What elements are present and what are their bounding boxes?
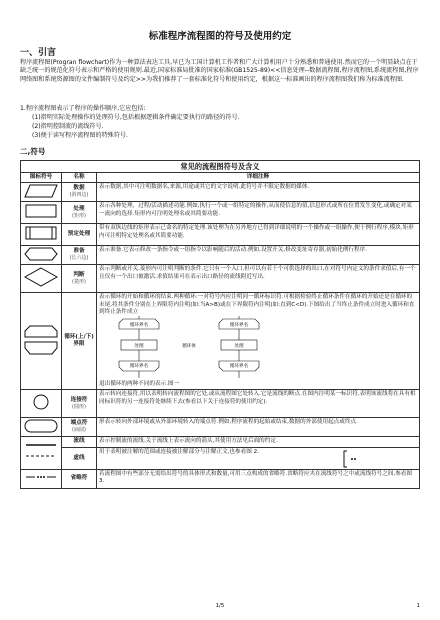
symbol-name: 省略符 bbox=[70, 475, 88, 482]
symbol-description: 表示各种处理，过程/活动描述功能.例如,执行一个或一组特定的操作,从而使信息的值,信息形式或所在位置发生变化,或确定对某一流向的选择.矩形内可注明处理名或其简要功能. bbox=[97, 202, 420, 224]
symbol-description: 若流程图中有些部分无需给出符号的具体形式和数量,可用三点构成的省略符.省略符应夹在流线符号之中或流线符号之间,参看图 3. bbox=[97, 469, 420, 488]
symbol-description: 表示判断或开关.菱形内可注明判断的条件.它只有一个入口,但可以有若干个可供选择的出口,在对符号内定义的条件求值后,有一个且仅有一个出口被激活.求值结果可在表示出口路径的流线附近写出. bbox=[97, 265, 420, 293]
loop-caption: 退出循环的两种不同的表示.图一 bbox=[99, 381, 180, 388]
intro-paragraph: 程序流程图(Progran flowchart)作为一种算法表达工具,早已为工国计算机工作者和广大计算机用户十分熟悉和普通使用.然而它的一个明显缺点在于缺乏统一的规范化符号表示和严格的使用规则.最近,国家标准局批准的国家标准(GB1525-89)<<信息处理--数据流程图,程序流程图,系统流程图,程序网络图和系统资源图的文件编制符号及约定>>为我们推荐了一套标准化符号和使用约定，根据这一标准画出的程序流程图我们称为标准流程图. bbox=[20, 59, 419, 83]
symbol-name-note: (圆形) bbox=[72, 403, 86, 410]
column-header-name: 名称 bbox=[62, 173, 97, 183]
symbol-name-note: (斜四边) bbox=[69, 192, 89, 199]
table-row bbox=[21, 265, 420, 293]
symbol-name: 端点符 bbox=[70, 420, 88, 427]
column-header-desc: 详细注释 bbox=[97, 173, 420, 183]
symbol-name: 准备 bbox=[73, 248, 85, 255]
table-row bbox=[21, 183, 420, 202]
symbol-name: 判断 bbox=[73, 271, 85, 278]
predefined-process-icon bbox=[21, 224, 62, 246]
table-row bbox=[21, 202, 420, 224]
section-heading-intro: 一、引言 bbox=[20, 48, 57, 58]
page-title: 标准程序流程图的符号及使用约定 bbox=[148, 31, 292, 42]
table-row bbox=[21, 390, 420, 418]
symbol-description: 带有双纵边线的矩形表示已命名的特定处理.该处理为在另外地方已得到详细说明的一个操作或一组操作,便于例行程序,模块.矩形内可注明特定处理名或其简要功能. bbox=[97, 224, 420, 246]
loop-diagram-label: 处理 bbox=[234, 344, 244, 350]
symbol-name: 预定处理 bbox=[67, 231, 91, 238]
symbol-name-note: (长六边) bbox=[69, 255, 89, 262]
table-row bbox=[21, 224, 420, 246]
connector-symbol-icon bbox=[21, 390, 62, 418]
loop-diagram-label: 循环体 bbox=[182, 344, 196, 350]
symbol-name: 循环(上/下)界限 bbox=[64, 334, 94, 348]
loop-diagram-label: 循环界名 bbox=[229, 364, 249, 370]
symbol-description: 用于表明被注解的范围或连接被注解部分与注解正文,也参看图 2. bbox=[99, 448, 259, 455]
loop-limit-icon bbox=[21, 293, 62, 390]
symbol-name: 连接符 bbox=[70, 396, 88, 403]
table-row bbox=[21, 447, 420, 469]
list-item: (3)便于读写程序流程图的特殊符号. bbox=[32, 132, 128, 139]
table-row bbox=[21, 437, 420, 447]
loop-diagram-label: 循环界名 bbox=[129, 364, 149, 370]
annotation-bracket-icon bbox=[343, 450, 359, 468]
terminator-symbol-icon bbox=[21, 418, 62, 437]
table-row bbox=[21, 418, 420, 437]
list-item: (2)指明控制流的流线符号. bbox=[32, 123, 104, 130]
symbol-description: 形表示转向外部环境或从外部环境转入的端点符.例如,程序流程的起始或结束,数据的外部使用起点或终点. bbox=[97, 418, 420, 437]
symbol-name: 流线 bbox=[73, 438, 85, 445]
table-row bbox=[21, 246, 420, 265]
table-row bbox=[21, 469, 420, 488]
symbol-name-note: (菱形) bbox=[72, 278, 86, 285]
decision-symbol-icon bbox=[21, 265, 62, 293]
page-number: 1 bbox=[416, 603, 420, 609]
symbol-description: 表示循环的开始和循环的结束.两种循环:一对符号内应注明同一循环标识符.可根据检验终止循环条件在循环的开始还是在循环的末尾,将其条件分别在上界限符内注明(如:当A>B)或在下界限符内注明(如:直到C<D).下图给出了当终止条件成立时进入循环和直到终止条件成立 bbox=[99, 294, 415, 315]
data-symbol-icon bbox=[21, 183, 62, 202]
loop-diagram-label: 循环界名 bbox=[229, 323, 249, 329]
symbol-name: 处理 bbox=[73, 205, 85, 212]
loop-diagram-label: 处理 bbox=[134, 344, 144, 350]
list-item: (1)指明实际处理操作的处理符号,包括根据逻辑条件确定要执行的路径的符号. bbox=[32, 114, 240, 121]
symbol-name-note: (矩形) bbox=[72, 212, 86, 219]
symbol-description: 表示准备.它表示修改一条指令或一组指令以影响随后的活动.例如,设置开关,修改变址寄存器,初始化例行程序. bbox=[97, 246, 420, 265]
table-row bbox=[21, 293, 420, 390]
preparation-symbol-icon bbox=[21, 246, 62, 265]
symbol-description: 表示控制流的流线.关于流线上表示流向的箭头,其使用方法见后面的约定. bbox=[97, 437, 420, 447]
loop-diagram-label: 循环界名 bbox=[129, 323, 149, 329]
symbol-name-note: (扁圆) bbox=[72, 427, 86, 434]
ellipsis-symbol-icon bbox=[21, 469, 62, 488]
flowline-symbol-icon bbox=[21, 437, 62, 469]
table-caption: 常见的流程图符号及含义 bbox=[21, 161, 420, 173]
page-indicator: 1/5 bbox=[215, 603, 225, 609]
section-heading-symbols: 二,符号 bbox=[20, 147, 46, 156]
symbol-description: 表示数据,其中可注明数据名,来源,用途或其它的文字说明.此符号并不限定数据的媒体. bbox=[97, 183, 420, 202]
column-header-symbol: 图标符号 bbox=[21, 173, 62, 183]
loop-example-diagram bbox=[99, 316, 299, 378]
symbol-description: 表示转向连接符,用以表明转向流程图的它处,或从流程图它处转入.它是流线的断点.在图内注明某一标识符,表明该流线将在具有相同标识符的另一连接符处继续下去(参看以下关于连接符的使用约定). bbox=[97, 390, 420, 418]
list-lead: 1.程序流程图表示了程序的操作顺序,它应包括: bbox=[20, 105, 146, 112]
symbol-table bbox=[20, 160, 420, 489]
process-symbol-icon bbox=[21, 202, 62, 224]
symbol-name: 数据 bbox=[73, 185, 85, 192]
symbol-name: 虚线 bbox=[73, 454, 85, 461]
